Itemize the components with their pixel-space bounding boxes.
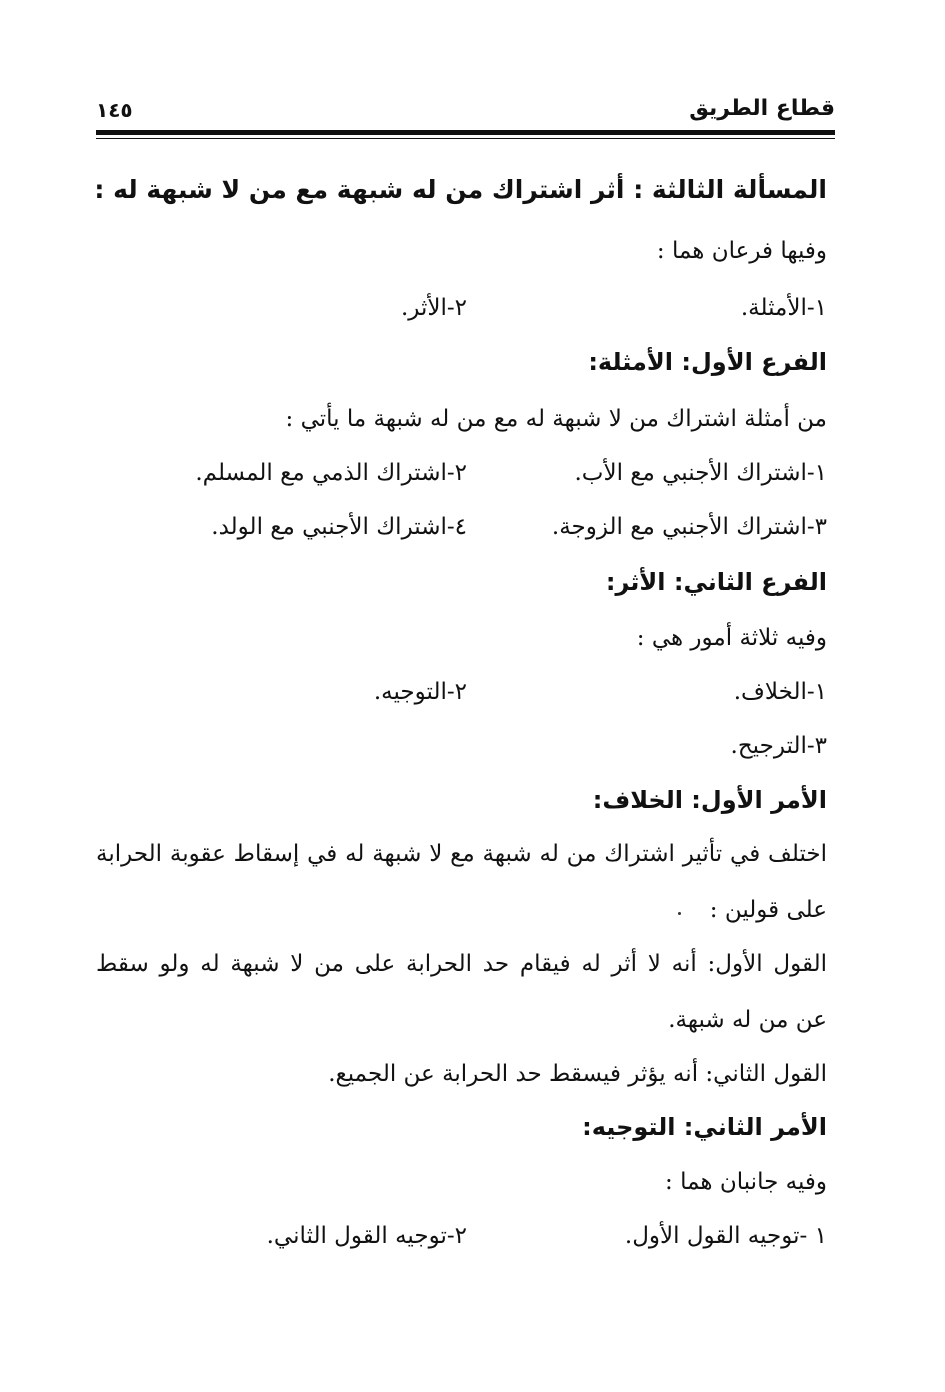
branch2-title: الفرع الثاني: الأثر: [605, 568, 827, 596]
matter1-title: الأمر الأول: الخلاف: [592, 786, 827, 814]
header-rule-thick [96, 130, 835, 135]
matter2-title: الأمر الثاني: التوجيه: [582, 1113, 827, 1141]
branch1-example-2: ٢-اشتراك الذمي مع المسلم. [195, 460, 467, 486]
branch1-example-1: ١-اشتراك الأجنبي مع الأب. [574, 460, 827, 486]
branch1-example-4: ٤-اشتراك الأجنبي مع الولد. [211, 514, 467, 540]
branch2-item-2: ٢-التوجيه. [373, 679, 467, 705]
branch2-intro: وفيه ثلاثة أمور هي : [636, 625, 827, 651]
branch1-intro: من أمثلة اشتراك من لا شبهة له مع من له شبهة ما يأتي : [285, 406, 827, 432]
matter1-paragraph-line-2: على قولين : [709, 897, 827, 923]
stray-dot-mark [678, 912, 681, 915]
branch1-title: الفرع الأول: الأمثلة: [588, 348, 827, 376]
opinion-2: القول الثاني: أنه يؤثر فيسقط حد الحرابة عن الجميع. [328, 1061, 827, 1087]
opinion-1-line-1: القول الأول: أنه لا أثر له فيقام حد الحرابة على من لا شبهة له ولو سقط [96, 951, 827, 977]
branch2-item-1: ١-الخلاف. [733, 679, 827, 705]
matter1-paragraph-line-1: اختلف في تأثير اشتراك من له شبهة مع لا شبهة له في إسقاط عقوبة الحرابة [96, 841, 827, 867]
running-header [96, 96, 835, 130]
header-rule-thin [96, 138, 835, 139]
matter2-item-2: ٢-توجيه القول الثاني. [266, 1223, 467, 1249]
branch2-item-3: ٣-الترجيح. [730, 733, 827, 759]
branch1-example-3: ٣-اشتراك الأجنبي مع الزوجة. [551, 514, 827, 540]
section-intro: وفيها فرعان هما : [656, 238, 827, 264]
matter2-item-1: ١ -توجيه القول الأول. [624, 1223, 827, 1249]
opinion-1-line-2: عن من له شبهة. [668, 1007, 827, 1033]
book-title: قطاع الطريق [689, 96, 835, 121]
section-title: المسألة الثالثة : أثر اشتراك من له شبهة مع من لا شبهة له : [94, 175, 827, 204]
page-number: ١٤٥ [96, 98, 133, 122]
section-item-1: ١-الأمثلة. [740, 295, 827, 321]
section-item-2: ٢-الأثر. [400, 295, 467, 321]
matter2-intro: وفيه جانبان هما : [665, 1169, 827, 1195]
